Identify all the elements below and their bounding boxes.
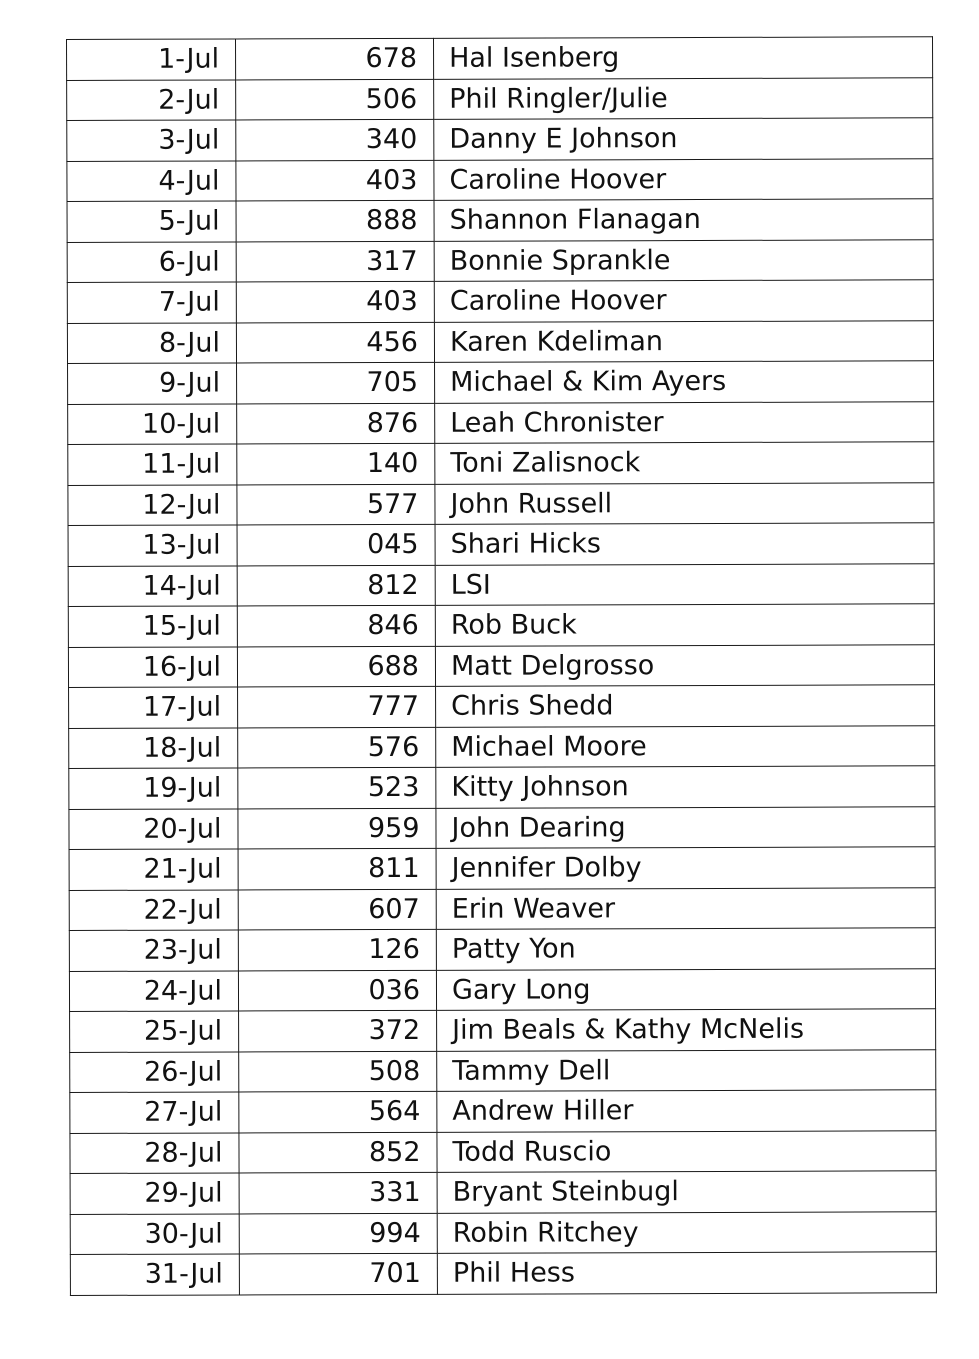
schedule-table bbox=[66, 36, 937, 1295]
number-cell: 126 bbox=[238, 929, 436, 970]
name-cell: Karen Kdeliman bbox=[434, 320, 933, 362]
table-row bbox=[67, 239, 933, 282]
name-cell: John Dearing bbox=[436, 806, 935, 848]
name-cell: Leah Chronister bbox=[435, 401, 934, 443]
date-cell: 19-Jul bbox=[69, 768, 238, 809]
name-cell: Shannon Flanagan bbox=[434, 199, 933, 241]
schedule-table-body bbox=[67, 37, 937, 1295]
date-cell: 15-Jul bbox=[68, 606, 237, 647]
date-cell: 23-Jul bbox=[69, 930, 238, 971]
table-row bbox=[70, 1049, 936, 1092]
table-row bbox=[68, 644, 934, 687]
table-row bbox=[68, 482, 934, 525]
name-cell: Rob Buck bbox=[435, 604, 934, 646]
table-row bbox=[70, 1211, 936, 1254]
number-cell: 852 bbox=[239, 1132, 437, 1173]
number-cell: 140 bbox=[237, 443, 435, 484]
date-cell: 21-Jul bbox=[69, 849, 238, 890]
date-cell: 16-Jul bbox=[68, 646, 237, 687]
number-cell: 506 bbox=[236, 79, 434, 120]
date-cell: 2-Jul bbox=[67, 79, 236, 120]
number-cell: 036 bbox=[238, 970, 436, 1011]
date-cell: 26-Jul bbox=[70, 1051, 239, 1092]
name-cell: Phil Ringler/Julie bbox=[434, 77, 933, 119]
name-cell: Michael Moore bbox=[436, 725, 935, 767]
name-cell: Todd Ruscio bbox=[437, 1130, 936, 1172]
name-cell: Danny E Johnson bbox=[434, 118, 933, 160]
name-cell: Robin Ritchey bbox=[437, 1211, 936, 1253]
schedule-sheet bbox=[66, 36, 936, 1295]
table-row bbox=[69, 928, 935, 971]
table-row bbox=[67, 118, 933, 161]
number-cell: 045 bbox=[237, 524, 435, 565]
number-cell: 508 bbox=[239, 1051, 437, 1092]
date-cell: 22-Jul bbox=[69, 889, 238, 930]
name-cell: John Russell bbox=[435, 482, 934, 524]
number-cell: 372 bbox=[239, 1010, 437, 1051]
number-cell: 705 bbox=[237, 362, 435, 403]
date-cell: 29-Jul bbox=[70, 1173, 239, 1214]
name-cell: Jim Beals & Kathy McNelis bbox=[437, 1009, 936, 1051]
number-cell: 888 bbox=[236, 200, 434, 241]
name-cell: LSI bbox=[435, 563, 934, 605]
table-row bbox=[67, 280, 933, 323]
table-row bbox=[69, 887, 935, 930]
number-cell: 688 bbox=[237, 646, 435, 687]
date-cell: 24-Jul bbox=[69, 970, 238, 1011]
table-row bbox=[69, 725, 935, 768]
date-cell: 7-Jul bbox=[67, 282, 236, 323]
table-row bbox=[67, 320, 933, 363]
table-row bbox=[70, 1090, 936, 1133]
table-row bbox=[67, 199, 933, 242]
date-cell: 10-Jul bbox=[68, 403, 237, 444]
name-cell: Matt Delgrosso bbox=[435, 644, 934, 686]
date-cell: 6-Jul bbox=[67, 241, 236, 282]
number-cell: 994 bbox=[239, 1213, 437, 1254]
name-cell: Michael & Kim Ayers bbox=[435, 361, 934, 403]
date-cell: 9-Jul bbox=[68, 363, 237, 404]
number-cell: 678 bbox=[236, 38, 434, 79]
number-cell: 523 bbox=[238, 767, 436, 808]
date-cell: 1-Jul bbox=[67, 39, 236, 80]
table-row bbox=[68, 442, 934, 485]
date-cell: 20-Jul bbox=[69, 808, 238, 849]
name-cell: Caroline Hoover bbox=[434, 158, 933, 200]
name-cell: Phil Hess bbox=[437, 1252, 936, 1294]
number-cell: 577 bbox=[237, 484, 435, 525]
number-cell: 811 bbox=[238, 848, 436, 889]
name-cell: Shari Hicks bbox=[435, 523, 934, 565]
name-cell: Tammy Dell bbox=[437, 1049, 936, 1091]
name-cell: Hal Isenberg bbox=[433, 37, 932, 79]
table-row bbox=[70, 1252, 936, 1295]
number-cell: 331 bbox=[239, 1172, 437, 1213]
name-cell: Bryant Steinbugl bbox=[437, 1171, 936, 1213]
date-cell: 3-Jul bbox=[67, 120, 236, 161]
number-cell: 959 bbox=[238, 808, 436, 849]
number-cell: 876 bbox=[237, 403, 435, 444]
table-row bbox=[68, 401, 934, 444]
table-row bbox=[68, 523, 934, 566]
name-cell: Gary Long bbox=[436, 968, 935, 1010]
date-cell: 25-Jul bbox=[70, 1011, 239, 1052]
table-row bbox=[69, 766, 935, 809]
table-row bbox=[67, 158, 933, 201]
table-row bbox=[67, 77, 933, 120]
table-row bbox=[68, 604, 934, 647]
date-cell: 4-Jul bbox=[67, 160, 236, 201]
table-row bbox=[70, 1009, 936, 1052]
table-row bbox=[69, 847, 935, 890]
name-cell: Erin Weaver bbox=[436, 887, 935, 929]
date-cell: 30-Jul bbox=[70, 1213, 239, 1254]
date-cell: 8-Jul bbox=[67, 322, 236, 363]
number-cell: 403 bbox=[236, 160, 434, 201]
table-row bbox=[67, 37, 933, 80]
date-cell: 12-Jul bbox=[68, 484, 237, 525]
number-cell: 607 bbox=[238, 889, 436, 930]
date-cell: 5-Jul bbox=[67, 201, 236, 242]
number-cell: 701 bbox=[239, 1253, 437, 1294]
number-cell: 846 bbox=[237, 605, 435, 646]
name-cell: Patty Yon bbox=[436, 928, 935, 970]
table-row bbox=[69, 806, 935, 849]
name-cell: Toni Zalisnock bbox=[435, 442, 934, 484]
name-cell: Kitty Johnson bbox=[436, 766, 935, 808]
number-cell: 564 bbox=[239, 1091, 437, 1132]
table-row bbox=[69, 685, 935, 728]
name-cell: Caroline Hoover bbox=[434, 280, 933, 322]
table-row bbox=[70, 1171, 936, 1214]
number-cell: 317 bbox=[236, 241, 434, 282]
name-cell: Chris Shedd bbox=[436, 685, 935, 727]
date-cell: 13-Jul bbox=[68, 525, 237, 566]
table-row bbox=[69, 968, 935, 1011]
number-cell: 576 bbox=[238, 727, 436, 768]
number-cell: 403 bbox=[236, 281, 434, 322]
name-cell: Andrew Hiller bbox=[437, 1090, 936, 1132]
number-cell: 340 bbox=[236, 119, 434, 160]
date-cell: 31-Jul bbox=[70, 1254, 239, 1295]
table-row bbox=[70, 1130, 936, 1173]
date-cell: 14-Jul bbox=[68, 565, 237, 606]
date-cell: 11-Jul bbox=[68, 444, 237, 485]
number-cell: 456 bbox=[236, 322, 434, 363]
table-row bbox=[68, 563, 934, 606]
name-cell: Bonnie Sprankle bbox=[434, 239, 933, 281]
date-cell: 28-Jul bbox=[70, 1132, 239, 1173]
table-row bbox=[68, 361, 934, 404]
date-cell: 18-Jul bbox=[69, 727, 238, 768]
date-cell: 17-Jul bbox=[69, 687, 238, 728]
number-cell: 812 bbox=[237, 565, 435, 606]
name-cell: Jennifer Dolby bbox=[436, 847, 935, 889]
date-cell: 27-Jul bbox=[70, 1092, 239, 1133]
number-cell: 777 bbox=[238, 686, 436, 727]
